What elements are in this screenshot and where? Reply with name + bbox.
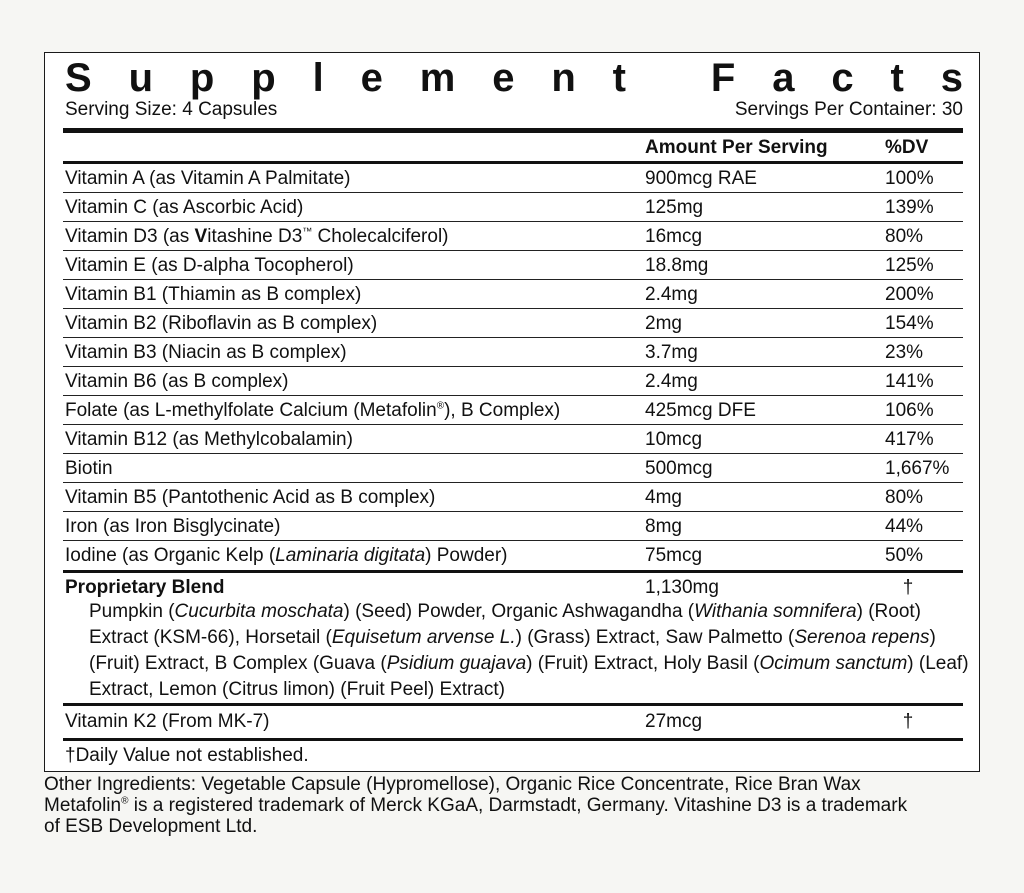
- title-letter: n: [551, 56, 576, 100]
- nutrient-dv: 154%: [885, 313, 934, 334]
- nutrient-name: Biotin: [65, 458, 113, 479]
- nutrient-row: [63, 251, 963, 280]
- nutrient-dv: 44%: [885, 516, 924, 537]
- title-letter: p: [189, 56, 215, 100]
- nutrient-name: Vitamin B5 (Pantothenic Acid as B complex): [65, 487, 436, 508]
- title-letter: c: [831, 56, 854, 100]
- nutrient-name: Iodine (as Organic Kelp (Laminaria digitata) Powder): [65, 545, 508, 566]
- nutrient-amount: 2mg: [645, 313, 682, 334]
- nutrient-name: Vitamin B6 (as B complex): [65, 371, 289, 392]
- supplement-facts-panel: [44, 52, 980, 772]
- nutrient-dv: 23%: [885, 342, 924, 363]
- botanical-name: Equisetum arvense L.: [331, 627, 516, 648]
- title-letter: S: [65, 56, 92, 100]
- nutrient-row: [63, 454, 963, 483]
- nutrient-row: [63, 222, 963, 251]
- blend-dv: †: [902, 577, 914, 598]
- amount-header: Amount Per Serving: [645, 137, 828, 158]
- other-ingredients-line: Other Ingredients: Vegetable Capsule (Hypromellose), Organic Rice Concentrate, Rice Bran Wax: [44, 774, 861, 795]
- nutrient-amount: 3.7mg: [645, 342, 698, 363]
- nutrient-dv: 200%: [885, 284, 934, 305]
- nutrient-amount: 27mcg: [645, 711, 703, 732]
- nutrient-row: [63, 512, 963, 541]
- nutrient-row: [63, 193, 963, 222]
- nutrient-row: [63, 396, 963, 425]
- nutrient-row: [63, 425, 963, 454]
- nutrient-dv: 100%: [885, 168, 934, 189]
- nutrient-name: Vitamin D3 (as Vitashine D3™ Cholecalciferol): [65, 226, 449, 247]
- nutrient-row: [63, 367, 963, 396]
- nutrient-name: Vitamin K2 (From MK-7): [65, 711, 270, 732]
- blend-row: [63, 573, 963, 602]
- title-letter: e: [360, 56, 383, 100]
- nutrient-row: [63, 338, 963, 367]
- trademark-line: Metafolin® is a registered trademark of Merck KGaA, Darmstadt, Germany. Vitashine D3 is a trademark: [44, 795, 908, 816]
- nutrient-row: [63, 541, 963, 570]
- serving-info: [65, 97, 963, 123]
- nutrient-dv: 125%: [885, 255, 934, 276]
- title-letter: F: [710, 56, 736, 100]
- nutrient-dv: 417%: [885, 429, 934, 450]
- nutrient-dv: 141%: [885, 371, 934, 392]
- nutrient-row: [63, 309, 963, 338]
- nutrient-amount: 8mg: [645, 516, 682, 537]
- nutrient-row: [63, 280, 963, 309]
- column-header-row: [63, 133, 963, 162]
- nutrient-name: Vitamin E (as D-alpha Tocopherol): [65, 255, 354, 276]
- title-letter: l: [312, 56, 324, 100]
- title-letter: t: [890, 56, 904, 100]
- footnote-rule: [63, 738, 963, 741]
- nutrient-dv: †: [902, 711, 914, 732]
- nutrient-amount: 125mg: [645, 197, 704, 218]
- nutrient-amount: 18.8mg: [645, 255, 709, 276]
- k2-rule: [63, 703, 963, 706]
- botanical-name: Ocimum sanctum: [759, 653, 908, 674]
- nutrient-dv: 50%: [885, 545, 924, 566]
- title-letter: e: [492, 56, 515, 100]
- nutrient-name: Vitamin B2 (Riboflavin as B complex): [65, 313, 378, 334]
- nutrient-name: Vitamin B12 (as Methylcobalamin): [65, 429, 353, 450]
- nutrient-row-k2: [63, 707, 963, 736]
- trademark-line-2: of ESB Development Ltd.: [44, 816, 258, 837]
- blend-text-part: ) (Grass) Extract, Saw Palmetto (: [515, 627, 795, 648]
- nutrient-name: Vitamin B3 (Niacin as B complex): [65, 342, 347, 363]
- nutrient-amount: 500mcg: [645, 458, 713, 479]
- blend-text-part: ) (Seed) Powder, Organic Ashwagandha (: [343, 601, 695, 622]
- blend-text-part: ) (Fruit) Extract, Holy Basil (: [526, 653, 760, 674]
- nutrient-dv: 139%: [885, 197, 934, 218]
- title-letter: s: [940, 56, 963, 100]
- other-ingredients: [44, 774, 994, 837]
- servings-per-container: Servings Per Container: 30: [734, 99, 963, 120]
- panel-title: [65, 55, 963, 101]
- nutrient-name: Folate (as L-methylfolate Calcium (Metafolin®), B Complex): [65, 400, 561, 421]
- nutrient-amount: 4mg: [645, 487, 682, 508]
- blend-name: Proprietary Blend: [65, 577, 225, 598]
- blend-text-part: ) (Root) Extract (KSM-66), Horsetail (: [89, 601, 922, 648]
- nutrient-name: Vitamin B1 (Thiamin as B complex): [65, 284, 362, 305]
- nutrient-amount: 2.4mg: [645, 284, 698, 305]
- blend-text-part: ) (Fruit) Extract, B Complex (Guava (: [89, 627, 936, 674]
- botanical-name: Cucurbita moschata: [174, 601, 344, 622]
- serving-size: Serving Size: 4 Capsules: [65, 99, 278, 120]
- blend-text-part: ) (Leaf) Extract, Lemon (Citrus limon) (Fruit Peel) Extract): [89, 653, 969, 700]
- daily-value-footnote: †Daily Value not established.: [65, 745, 309, 766]
- nutrient-amount: 425mcg DFE: [645, 400, 756, 421]
- botanical-name: Withania somnifera: [694, 601, 857, 622]
- nutrient-amount: 16mcg: [645, 226, 703, 247]
- nutrient-name: Vitamin A (as Vitamin A Palmitate): [65, 168, 351, 189]
- nutrient-name: Vitamin C (as Ascorbic Acid): [65, 197, 304, 218]
- nutrient-amount: 900mcg RAE: [645, 168, 757, 189]
- blend-amount: 1,130mg: [645, 577, 719, 598]
- title-letter: t: [612, 56, 626, 100]
- title-letter: a: [772, 56, 795, 100]
- dv-header: %DV: [885, 137, 929, 158]
- nutrient-row: [63, 483, 963, 512]
- botanical-name: Psidium guajava: [386, 653, 527, 674]
- nutrient-amount: 75mcg: [645, 545, 703, 566]
- blend-text-part: Pumpkin (: [89, 601, 175, 622]
- nutrient-row: [63, 164, 963, 193]
- title-letter: m: [419, 56, 456, 100]
- nutrient-name: Iron (as Iron Bisglycinate): [65, 516, 281, 537]
- nutrient-amount: 2.4mg: [645, 371, 698, 392]
- botanical-name: Serenoa repens: [794, 627, 930, 648]
- title-letter: [663, 55, 674, 101]
- nutrient-dv: 80%: [885, 226, 924, 247]
- nutrient-dv: 80%: [885, 487, 924, 508]
- nutrient-dv: 1,667%: [885, 458, 950, 479]
- nutrient-amount: 10mcg: [645, 429, 703, 450]
- blend-ingredients: [89, 599, 969, 703]
- title-letter: p: [251, 56, 276, 100]
- title-letter: u: [128, 56, 154, 100]
- nutrient-dv: 106%: [885, 400, 934, 421]
